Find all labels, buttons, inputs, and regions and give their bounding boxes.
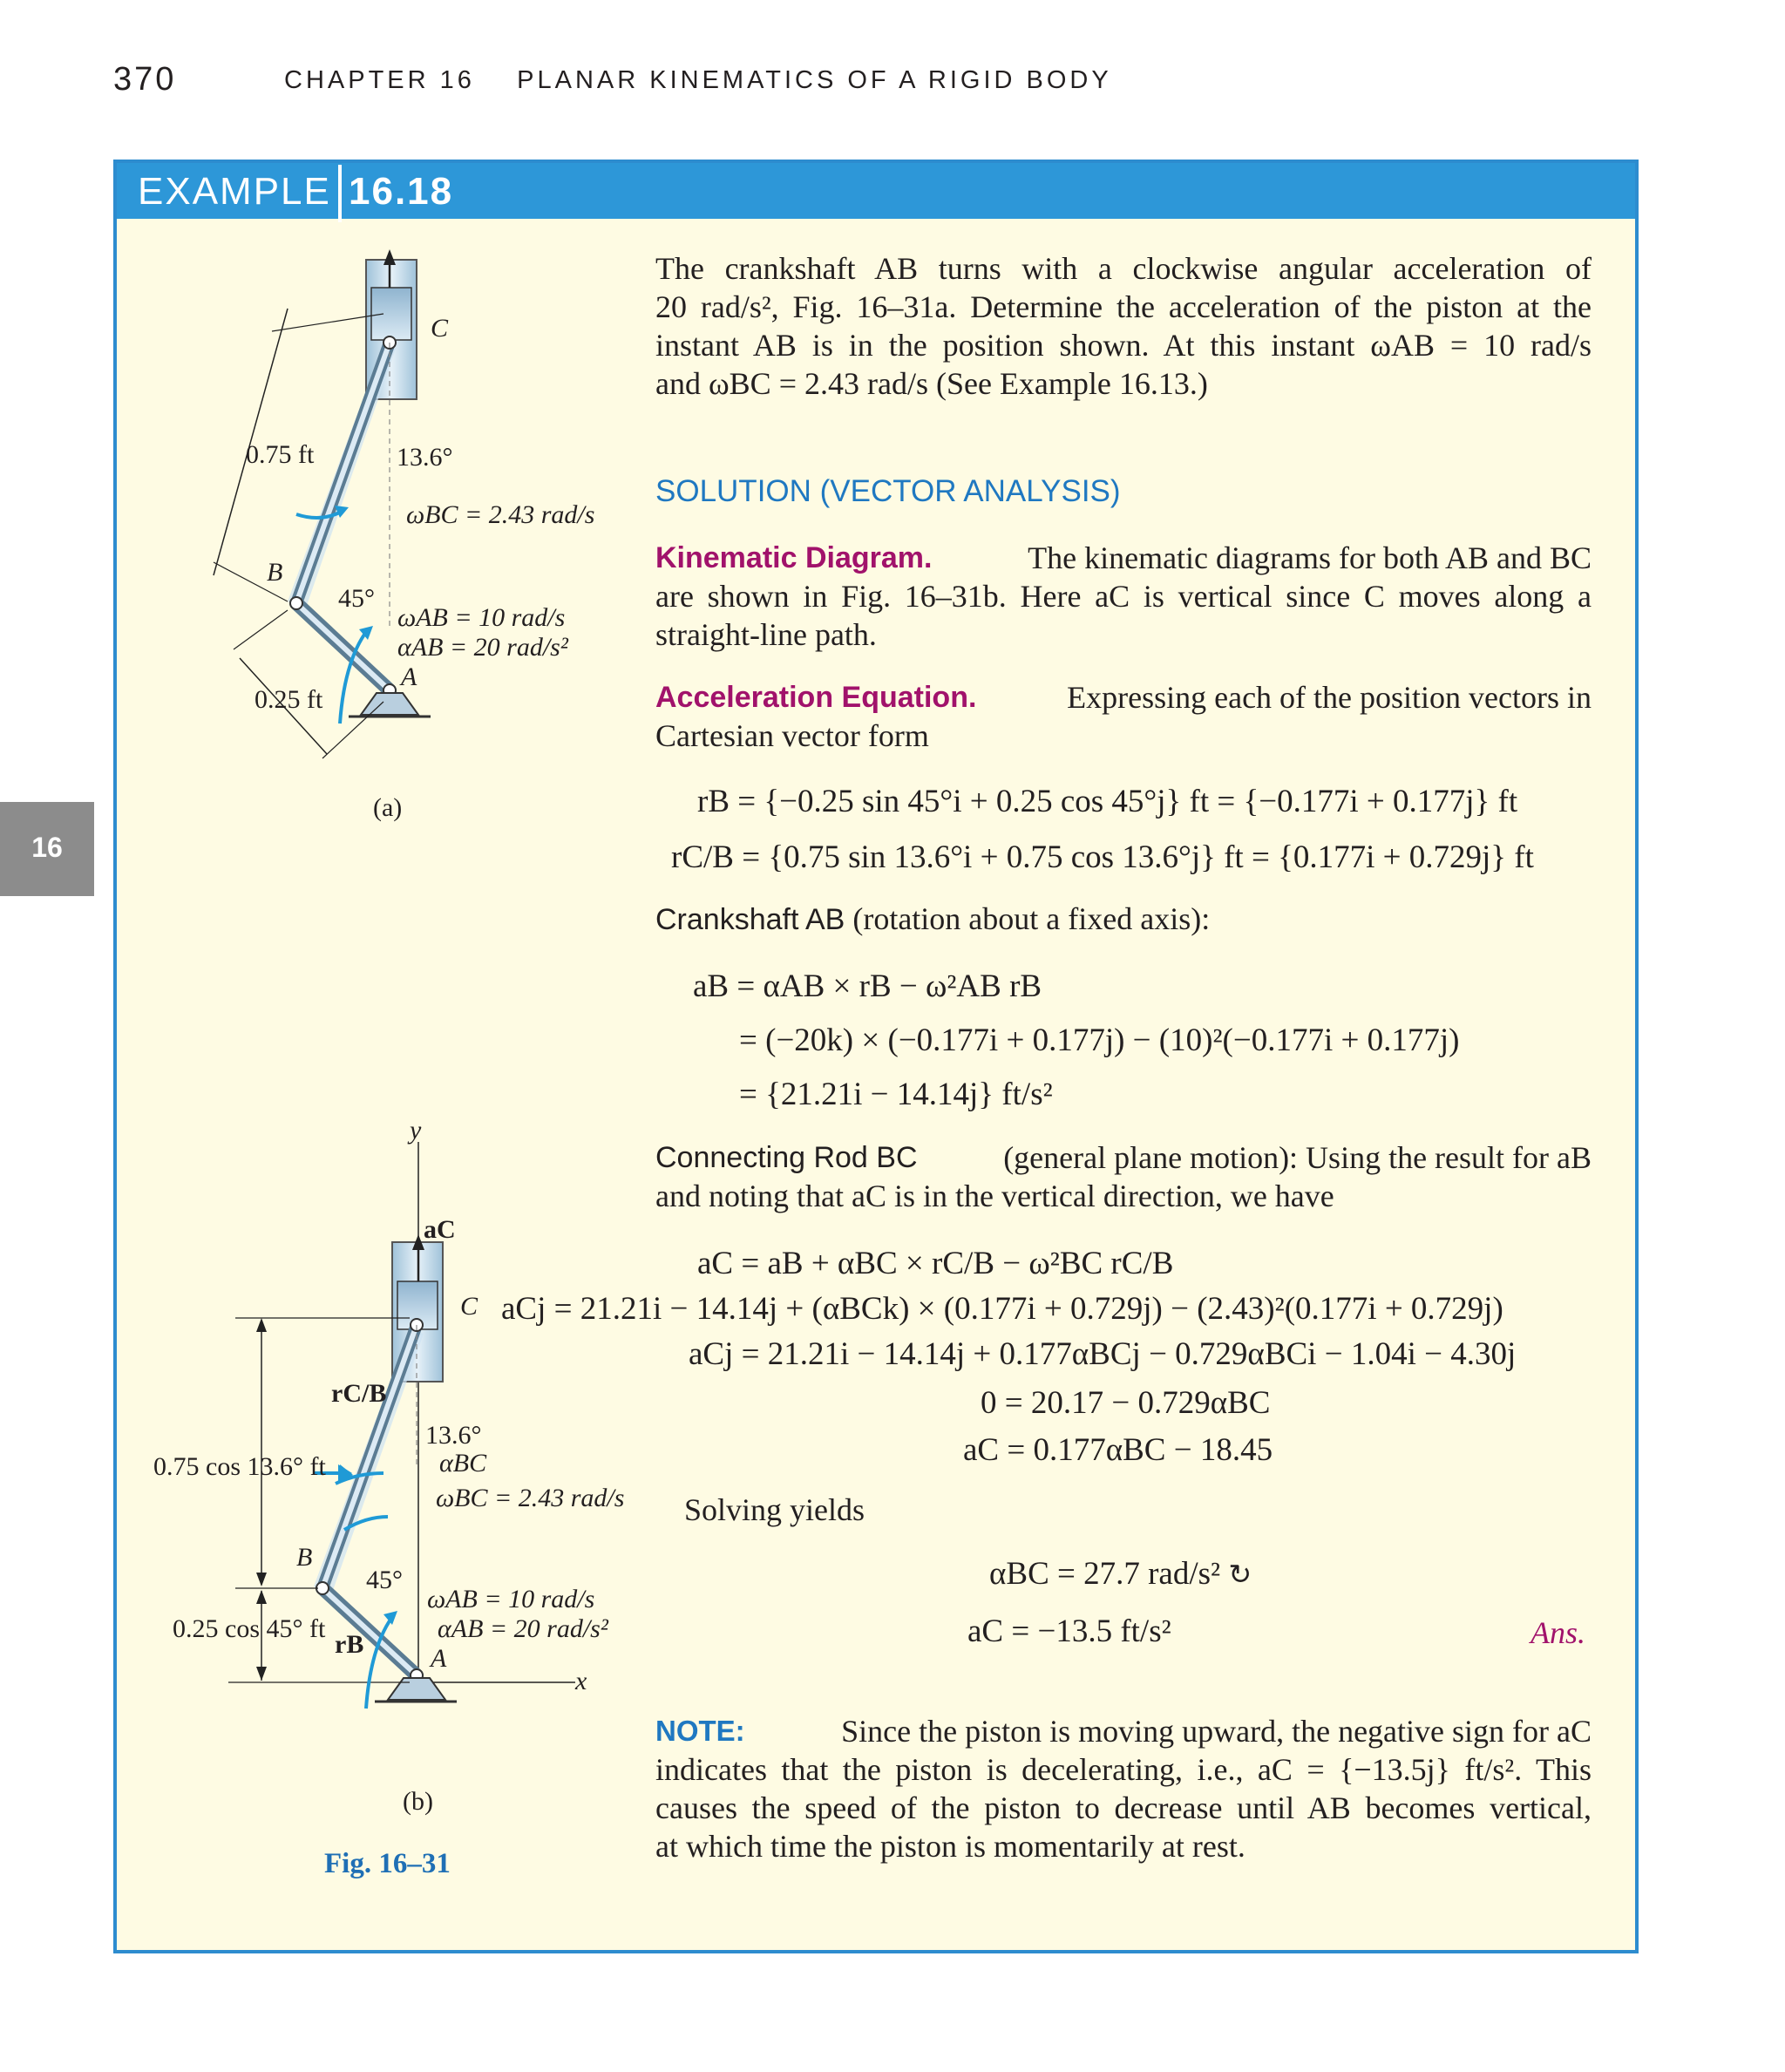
fig-b-omega-bc: ωBC = 2.43 rad/s bbox=[436, 1484, 625, 1512]
fig-b-label-rCB: rC/B bbox=[331, 1379, 387, 1408]
fig-a-angle-ab: 45° bbox=[338, 584, 375, 613]
fig-b-alpha-bc: αBC bbox=[439, 1449, 487, 1478]
solving-yields: Solving yields bbox=[684, 1492, 865, 1527]
kinematic-line: are shown in Fig. 16–31b. Here aC is vertical since C moves along a bbox=[655, 579, 1592, 614]
fig-b-label-y: y bbox=[410, 1116, 422, 1145]
fig-a-label-A: A bbox=[401, 662, 417, 691]
fig-b-len-ab: 0.25 cos 45° ft bbox=[173, 1614, 326, 1643]
chapter-title: PLANAR KINEMATICS OF A RIGID BODY bbox=[517, 66, 1112, 94]
connecting-label: Connecting Rod BC bbox=[655, 1141, 918, 1174]
note-line: Since the piston is moving upward, the negative sign for aC bbox=[841, 1714, 1592, 1749]
chapter-label: CHAPTER 16 bbox=[284, 66, 475, 94]
fig-b-label-C: C bbox=[460, 1292, 478, 1321]
kinematic-line: straight-line path. bbox=[655, 617, 877, 652]
kinematic-heading: Kinematic Diagram. bbox=[655, 541, 933, 574]
figure-caption: Fig. 16–31 bbox=[324, 1848, 451, 1879]
connecting-line: (general plane motion): Using the result for aB bbox=[1003, 1140, 1592, 1175]
result-ac: aC = −13.5 ft/s² bbox=[967, 1613, 1171, 1649]
fig-a-caption: (a) bbox=[373, 793, 403, 822]
equation-rB: rB = {−0.25 sin 45°i + 0.25 cos 45°j} ft = {−0.177i + 0.177j} ft bbox=[697, 784, 1518, 819]
example-label: EXAMPLE bbox=[138, 170, 331, 213]
intro-line: 20 rad/s², Fig. 16–31a. Determine the acceleration of the piston at the bbox=[655, 289, 1592, 324]
fig-b-angle-ab: 45° bbox=[366, 1566, 403, 1594]
equation-aC-expand: aCj = 21.21i − 14.14j + (αBCk) × (0.177i + 0.729j) − (2.43)²(0.177i + 0.729j) bbox=[501, 1291, 1503, 1327]
fig-b-label-x: x bbox=[575, 1667, 587, 1695]
connecting-line: and noting that aC is in the vertical direction, we have bbox=[655, 1179, 1334, 1213]
fig-b-angle-bc: 13.6° bbox=[425, 1421, 482, 1450]
kinematic-line: The kinematic diagrams for both AB and BC bbox=[1028, 540, 1592, 575]
fig-a-angle-bc: 13.6° bbox=[397, 443, 453, 472]
result-alpha-text: αBC = 27.7 rad/s² bbox=[989, 1556, 1221, 1592]
equation-i-component: 0 = 20.17 − 0.729αBC bbox=[981, 1385, 1271, 1421]
note-label: NOTE: bbox=[655, 1715, 745, 1747]
figure-a bbox=[214, 249, 431, 758]
clockwise-icon: ↻ bbox=[1228, 1559, 1252, 1590]
equation-aC: aC = aB + αBC × rC/B − ω²BC rC/B bbox=[697, 1246, 1174, 1281]
intro-line: The crankshaft AB turns with a clockwise angular acceleration of bbox=[655, 251, 1592, 286]
example-number: 16.18 bbox=[349, 170, 454, 213]
crankshaft-rest: (rotation about a fixed axis): bbox=[852, 901, 1211, 936]
fig-b-caption: (b) bbox=[403, 1787, 433, 1816]
fig-a-label-C: C bbox=[431, 314, 449, 343]
intro-line: instant AB is in the position shown. At this instant ωAB = 10 rad/s bbox=[655, 328, 1592, 363]
note-line: at which time the piston is momentarily at rest. bbox=[655, 1829, 1245, 1864]
equation-rCB: rC/B = {0.75 sin 13.6°i + 0.75 cos 13.6°j} ft = {0.177i + 0.729j} ft bbox=[671, 839, 1534, 875]
fig-a-len-ab: 0.25 ft bbox=[255, 685, 323, 714]
equation-j-component: aC = 0.177αBC − 18.45 bbox=[963, 1432, 1273, 1468]
equation-aB-expand: = (−20k) × (−0.177i + 0.177j) − (10)²(−0.177i + 0.177j) bbox=[739, 1022, 1460, 1058]
crankshaft-label: Crankshaft AB bbox=[655, 903, 845, 936]
pin-support-b bbox=[388, 1678, 445, 1700]
side-tab-label: 16 bbox=[31, 832, 63, 863]
fig-a-len-bc: 0.75 ft bbox=[246, 440, 315, 469]
fig-b-len-bc: 0.75 cos 13.6° ft bbox=[153, 1452, 326, 1481]
note-line: causes the speed of the piston to decrease until AB becomes vertical, bbox=[655, 1790, 1592, 1825]
page-number: 370 bbox=[113, 61, 177, 98]
fig-a-omega-ab: ωAB = 10 rad/s bbox=[397, 603, 566, 632]
intro-line: and ωBC = 2.43 rad/s (See Example 16.13.) bbox=[655, 366, 1208, 401]
equation-aB: aB = αAB × rB − ω²AB rB bbox=[693, 968, 1042, 1004]
acceleration-line: Cartesian vector form bbox=[655, 718, 929, 753]
fig-b-label-B: B bbox=[296, 1543, 313, 1572]
pin-support-a bbox=[361, 693, 418, 715]
fig-b-label-aC: aC bbox=[424, 1215, 456, 1244]
fig-a-label-B: B bbox=[267, 558, 283, 587]
fig-b-omega-ab: ωAB = 10 rad/s bbox=[427, 1585, 595, 1613]
note-line: indicates that the piston is decelerating, i.e., aC = {−13.5j} ft/s². This bbox=[655, 1752, 1592, 1787]
acceleration-line: Expressing each of the position vectors in bbox=[1067, 680, 1592, 715]
equation-aC-simplify: aCj = 21.21i − 14.14j + 0.177αBCj − 0.729αBCi − 1.04i − 4.30j bbox=[689, 1336, 1517, 1372]
equation-aB-result: = {21.21i − 14.14j} ft/s² bbox=[739, 1077, 1053, 1112]
acceleration-heading: Acceleration Equation. bbox=[655, 681, 977, 714]
solution-heading: SOLUTION (VECTOR ANALYSIS) bbox=[655, 474, 1121, 508]
fig-b-label-rB: rB bbox=[335, 1630, 364, 1659]
piston-a bbox=[371, 288, 411, 340]
fig-a-alpha-ab: αAB = 20 rad/s² bbox=[397, 633, 568, 662]
answer-label: Ans. bbox=[1530, 1615, 1585, 1650]
fig-b-alpha-ab: αAB = 20 rad/s² bbox=[438, 1614, 608, 1643]
fig-a-omega-bc: ωBC = 2.43 rad/s bbox=[406, 500, 595, 529]
fig-b-label-A: A bbox=[431, 1644, 447, 1673]
